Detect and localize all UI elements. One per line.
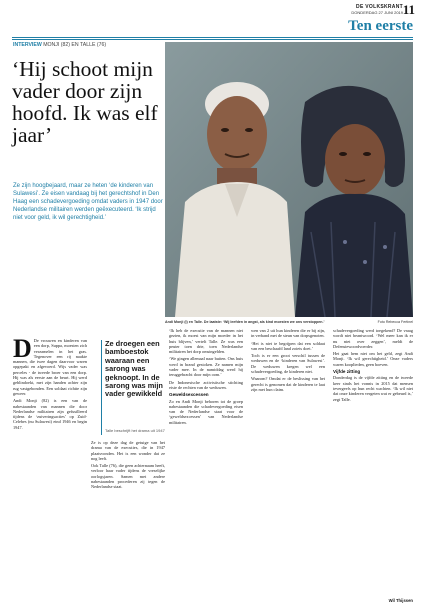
article-column-2	[91, 440, 165, 492]
paragraph: schadevergoeding werd toegekend? De vraag wordt niet beantwoord. ‘Wel meer kan ik er nu niet over zeggen’, meldt de Defensiewoordvoerder.	[333, 328, 413, 349]
article-column-5	[333, 328, 413, 404]
paragraph: De Indonesische activistische stichting eiste de rechten van de weduwen.	[169, 379, 243, 390]
article-column-3	[169, 328, 243, 427]
paragraph: Zo en Andi Monji behoren tot de groep nabestaanden die schadevergoeding eisen van de Nederlandse staat voor de ‘geweldsexcessen’ van Nederlandse militairen.	[169, 398, 243, 425]
article-column-1	[13, 334, 87, 432]
subhead: Vijfde zitting	[333, 369, 361, 375]
pullquote-rule	[101, 340, 102, 435]
kicker-subjects: MONJI (82) EN TALLE (76)	[43, 42, 107, 48]
subhead: Geweldsexcessen	[169, 392, 209, 398]
masthead-date: DONDERDAG 27 JUNI 2019	[351, 10, 403, 15]
headline: ‘Hij schoot mijn vader door zijn hoofd. Ik was elf jaar’	[12, 57, 158, 147]
top-rule	[12, 37, 413, 38]
pullquote-attribution: Talle beschrijft het drama uit 1947	[105, 428, 165, 433]
photo-illustration	[165, 42, 413, 317]
kicker	[13, 42, 106, 48]
paragraph: Ook Talle (76), die geen achternaam heeft, verloor haar vader tijdens de vreselijke oorlogsjaren. Samen met andere nabestaanden procederen zij tegen de Nederlandse staat.	[91, 463, 165, 490]
lede: Ze zijn hoogbejaard, maar ze heten ‘de kinderen van Sulawesi’. Ze eisen vandaag bij het gerechtshof in Den Haag een schadevergoeding omdat vaders in 1947 door Nederlandse militairen werden geëxecuteerd. ‘Ik strijd niet voor geld, ik wil gerechtigheid.’	[13, 183, 163, 221]
photo-caption	[165, 320, 413, 324]
top-rule-thin	[12, 39, 413, 40]
page-number: 11	[402, 2, 415, 17]
paragraph: Donderdag is de vijfde zitting en de tweede keer sinds het vonnis in 2015 dat mensen tevergeefs op hun recht wachten. ‘Ik wil niet dat onze kinderen vergeten wat er gebeurd is,’ zegt Talle.	[333, 375, 413, 402]
paragraph: Waarom? Omdat er de beslissing van het gerecht is genomen dat de kinderen te laat zijn met hun claim.	[251, 376, 325, 392]
paragraph: ‘Ik heb de executie van de mannen niet gezien, ik moest van mijn moeder in het huis blijven,’ vertelt Talle. Ze was een peuter toen drie, toen Nederlandse militairen het dorp omsingelden.	[169, 328, 243, 355]
paragraph: ‘Het is niet te begrijpen dat een soldaat van een beschaafd land zoiets doet.’	[251, 340, 325, 351]
paragraph: Ze is op deze dag de getuige van het drama van de executies, die in 1947 plaatsvonden. Het is een wonder dat ze nog leeft.	[91, 440, 165, 461]
paragraph: Andi Monji (82) is een van de nabestaanden van mannen die door Nederlandse militairen zijn gefusilleerd tijdens de ‘zuiveringsacties’ op Zuid-Celebes (nu Sulawesi) eind 1946 en begin 1947.	[13, 398, 87, 430]
masthead-paper-name: DE VOLKSKRANT	[356, 4, 403, 10]
paragraph: ‘We gingen allemaal naar buiten. Ons huis werd in brand gestoken. Ze namen mijn vader mee. In de namiddag werd hij teruggebracht door mijn oom.’	[169, 356, 243, 378]
kicker-type: INTERVIEW	[13, 42, 42, 48]
article-photo	[165, 42, 413, 317]
paragraph: De vrouwen en kinderen van een dorp, Suppa, moesten zich verzamelen in het gras. Tegenover een rij naakte mannen, die twee dagen daarvoor waren opgepakt en afgevoerd. Wijs vader was perceles - de tweede broer van een dorp. Hij was als eerste aan de beurt. Hij werd geblindoekt, met zijn handen achter zijn rug vastgebonden. Een soldaat richtte zijn geweer.	[13, 338, 87, 396]
photo-credit: Foto Rebecca Fertinel	[377, 320, 413, 324]
pullquote: Ze droegen een bamboestok waaraan een sarong was geknoopt. In de sarong was mijn vader gewikkeld	[105, 339, 163, 399]
paragraph: wen van 2 uit hun kinderen die er bij zijn, in verband met de steun van dorpsgenoten.	[251, 328, 325, 339]
paragraph: Toch is er een groot verschil tussen de weduwen en de ‘kinderen van Sulawesi’. De weduwen kregen wel een schadevergoeding, de kinderen niet.	[251, 353, 325, 375]
paragraph: Het gaat hem niet om het geld, zegt Andi Monji. ‘Ik wil gerechtigheid.’ Onze vaders waren kooplieden, geen boeven.	[333, 351, 413, 367]
byline: Wil Thijssen	[388, 598, 413, 603]
article-column-4	[251, 328, 325, 394]
section-title: Ten eerste	[348, 18, 413, 34]
dropcap: D	[13, 334, 32, 363]
photo-caption-text: Andi Monji (l) en Talle. De laatste: ‘Wij leefden in angst, als kind moesten we ons verstoppen.’	[165, 320, 325, 324]
